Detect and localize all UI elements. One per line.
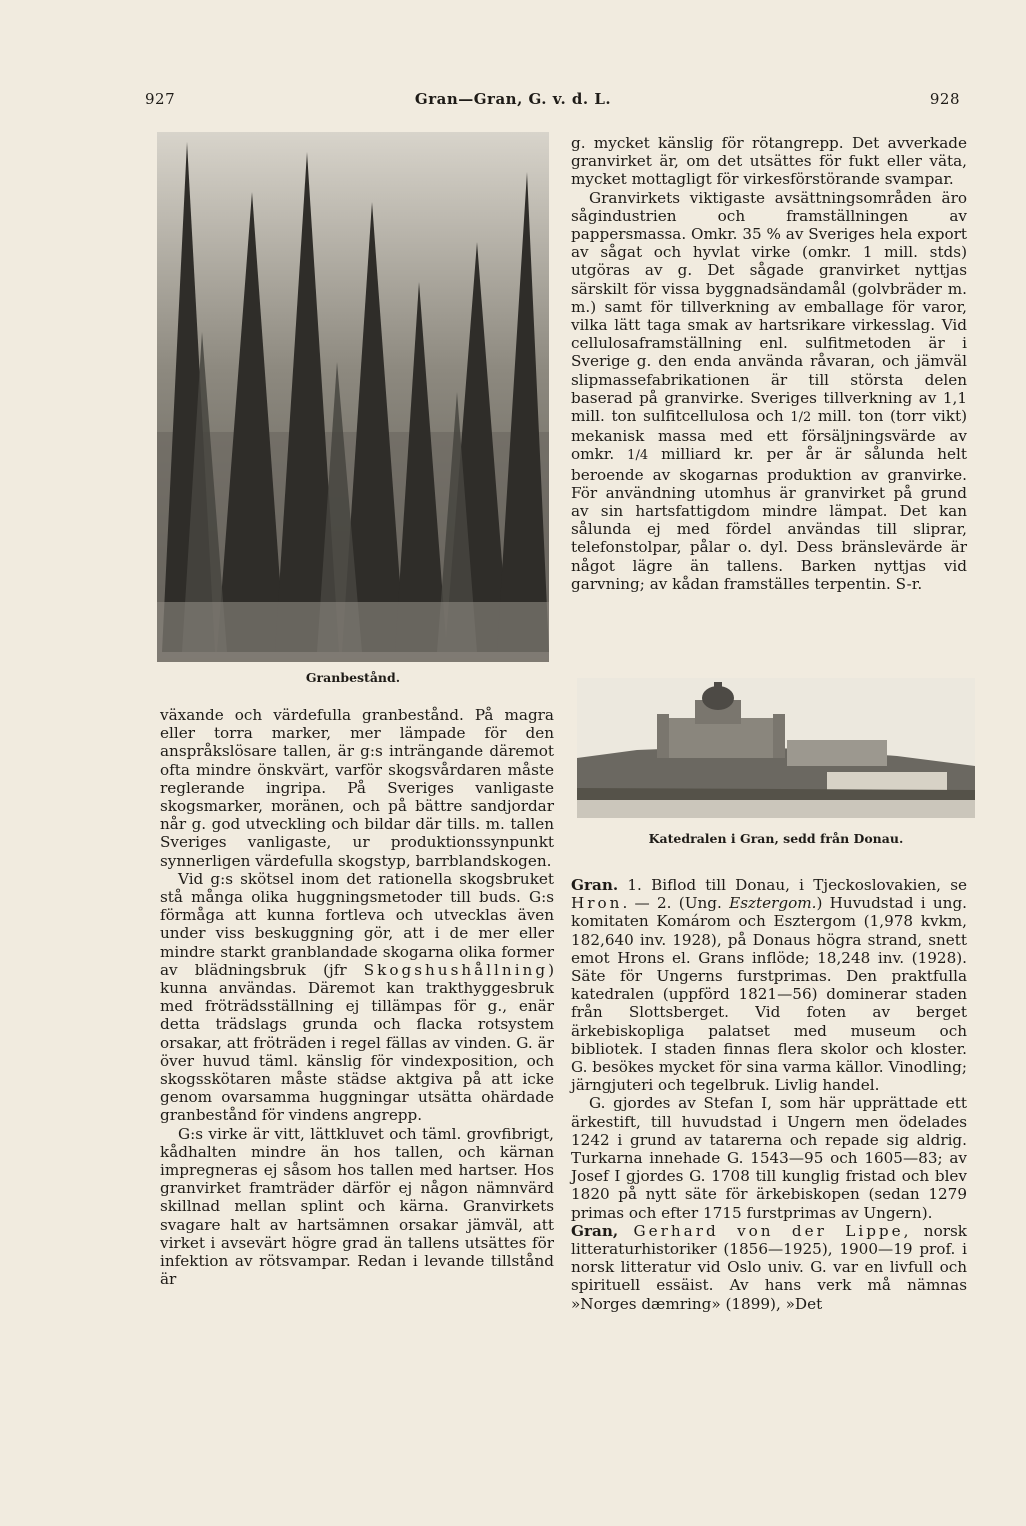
right-page-number: 928 xyxy=(929,90,960,108)
gran-entry: Gran. 1. Biflod till Donau, i Tjeckoslovakien, se Hron. — 2. (Ung. Esztergom.) Huvudstad i ung. komitaten Komárom och Esztergom (1,978 kvkm, 182,640 inv. 1928), på Donaus högra strand, snett emot Hrons el. Grans inflöde; 18,248 inv. (1928). Säte för Ungerns furstprimas. Den praktfulla katedralen (uppförd 1821—56) dominerar staden från Slottsberget. Vid foten av berget ärkebiskopliga palatset med museum och bibliotek. I staden finnas flera skolor och kloster. G. besökes mycket för sina varma källor. Vinodling; järngjuteri och tegelbruk. Livlig handel. xyxy=(571,876,967,1095)
running-title: Gran—Gran, G. v. d. L. xyxy=(414,90,612,108)
cathedral-photo xyxy=(577,678,975,818)
forest-caption: Granbestånd. xyxy=(305,670,401,685)
spruce-forest-photo xyxy=(157,132,549,662)
right-paragraph-2: Granvirkets viktigaste avsättningsområden äro sågindustrien och framställningen av pappersmassa. Omkr. 35 % av Sveriges hela export av sågat och hyvlat virke (omkr. 1 mill. stds) utgöras av g. Det sågade granvirket nyttjas särskilt för vissa byggnadsändamål (golvbräder m. m.) samt för tillverkning av emballage för varor, vilka lätt taga smak av hartsrikare virkesslag. Vid cellulosaframställning enl. sulfitmetoden är i Sverige g. den enda använda råvaran, och jämväl slipmassefabrikationen är till största delen baserad på granvirke. Sveriges tillverkning av 1,1 mill. ton sulfitcellulosa och 1/2 mill. ton (torr vikt) mekanisk massa med ett försäljningsvärde av omkr. 1/4 milliard kr. per år är sålunda helt beroende av skogarnas produktion av granvirke. För användning utomhus är granvirket på grund av sin hartsfattigdom mindre lämpat. Det kan sålunda ej med fördel användas till sliprar, telefonstolpar, pålar o. dyl. Dess bränslevärde är något lägre än tallens. Barken nyttjas vid garvning; av kådan framställes terpentin. S-r. xyxy=(571,188,967,593)
cathedral-caption: Katedralen i Gran, sedd från Donau. xyxy=(648,831,904,846)
left-paragraph-2: Vid g:s skötsel inom det rationella skogsbruket stå många olika huggningsmetoder till buds. G:s förmåga att kunna fortleva och utvecklas även under viss beskuggning gör, att i de mer eller mindre starkt granblandade skogarna olika former av blädningsbruk (jfr Skogshushållning) kunna användas. Däremot kan trakthyggesbruk med fröträdsställning ej tillämpas för g., enär detta trädslags grunda och flacka rotsystem orsakar, att fröträden i regel fällas av vinden. G. är över huvud täml. känslig för vindexposition, och skogsskötaren måste städse aktgiva på att icke genom ovarsamma huggningar utsätta ohärdade granbestånd för vindens angrepp. xyxy=(160,869,554,1125)
cross-reference-hron: Hron xyxy=(571,894,623,913)
left-paragraph-1: växande och värdefulla granbestånd. På magra eller torra marker, mer lämpade för den anspråkslösare tallen, är g:s inträngande däremot ofta mindre önskvärt, varför skogsvårdaren måste reglerande ingripa. På Sveriges vanligaste skogsmarker, moränen, och på bättre sandjordar når g. god utveckling och bildar där tills. m. tallen Sveriges vanligaste, ur produktionssynpunkt synnerligen värdefulla skogstyp, barrblandskogen. xyxy=(160,706,554,870)
right-column-bottom xyxy=(571,876,967,1313)
left-page-number: 927 xyxy=(145,90,176,108)
left-column xyxy=(160,706,554,1289)
right-column-top xyxy=(571,134,967,593)
right-paragraph-1: g. mycket känslig för rötangrepp. Det avverkade granvirket är, om det utsättes för fukt eller väta, mycket mottagligt för virkesförstörande svampar. xyxy=(571,134,967,189)
gran-history: G. gjordes av Stefan I, som här upprättade ett ärkestift, till huvudstad i Ungern men ödelades 1242 i grund av tatarerna och repade sig aldrig. Turkarna innehade G. 1543—95 och 1605—83; av Josef I gjordes G. 1708 till kunglig fristad och blev 1820 på nytt säte för ärkebiskopen (sedan 1279 primas och efter 1715 furstprimas av Ungern). xyxy=(571,1094,967,1222)
lippe-entry: Gran, Gerhard von der Lippe, norsk litteraturhistoriker (1856—1925), 1900—19 prof. i norsk litteratur vid Oslo univ. G. var en livfull och spirituell essäist. Av hans verk må nämnas »Norges dæmring» (1899), »Det xyxy=(571,1221,967,1313)
left-paragraph-3: G:s virke är vitt, lättkluvet och täml. grovfibrigt, kådhalten mindre än hos tallen, och kärnan impregneras ej såsom hos tallen med hartser. Hos granvirket framträder därför ej någon nämnvärd skillnad mellan splint och kärna. Granvirkets svagare halt av hartsämnen orsakar jämväl, att virket i avsevärt högre grad än tallens utsättes för infektion av rötsvampar. Redan i levande tillstånd är xyxy=(160,1124,554,1289)
cross-reference: Skogshushållning xyxy=(363,960,549,979)
